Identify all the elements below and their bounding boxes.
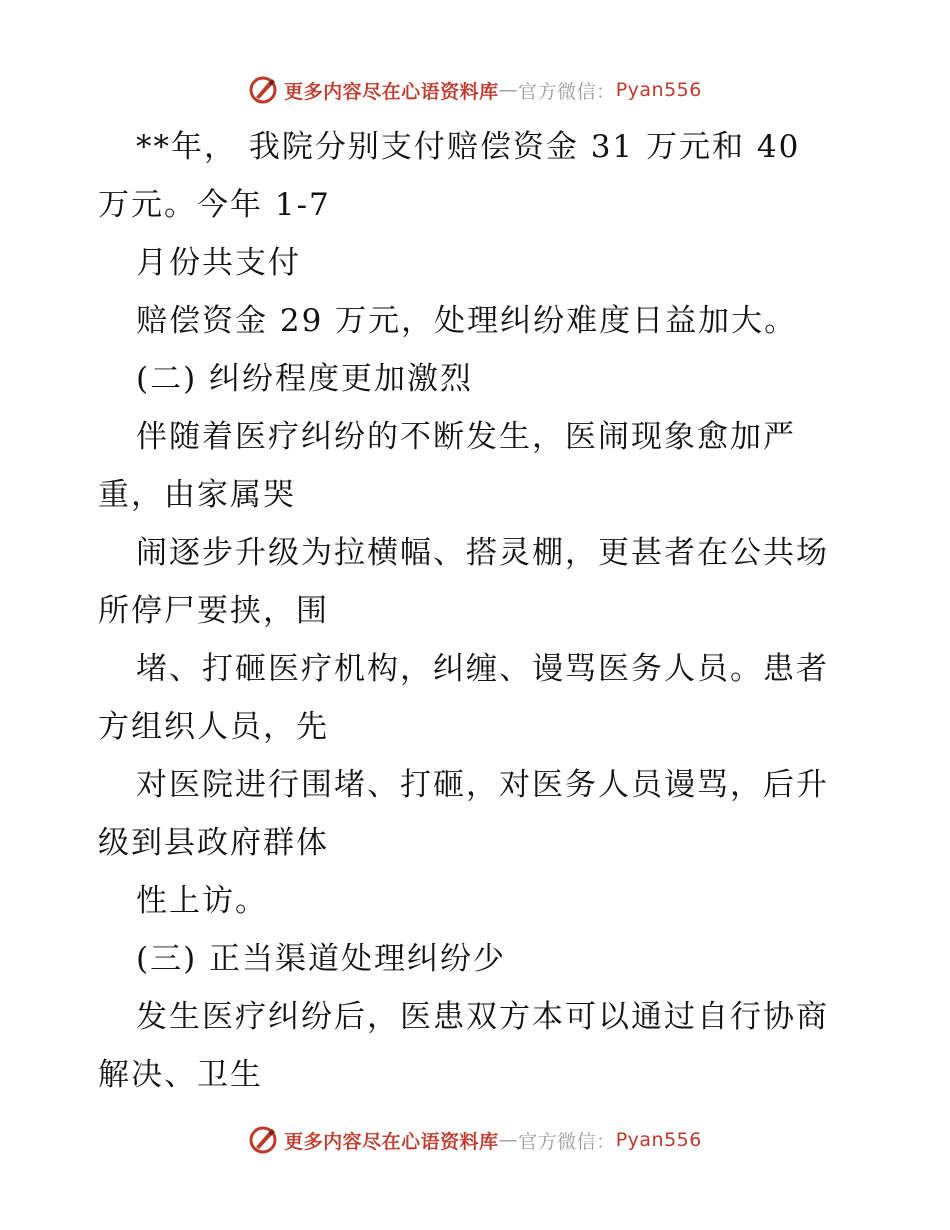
text-line: **年， 我院分别支付赔偿资金 31 万元和 40	[136, 129, 801, 165]
pen-logo-icon	[248, 1125, 278, 1155]
document-body	[98, 118, 858, 1104]
text-line: 发生医疗纠纷后，医患双方本可以通过自行协商	[136, 999, 829, 1035]
text-line: 万元。今年 1-7	[98, 187, 331, 223]
text-line: 方组织人员，先	[98, 709, 329, 745]
text-line: 级到县政府群体	[98, 825, 329, 861]
pen-logo-icon	[248, 75, 278, 105]
text-line: 闹逐步升级为拉横幅、搭灵棚，更甚者在公共场	[136, 535, 829, 571]
banner-label: 官方微信：	[518, 1130, 616, 1153]
banner-separator: —	[498, 79, 519, 101]
banner-main-text: 更多内容尽在心语资料库	[284, 80, 499, 103]
section-heading: (二) 纠纷程度更加激烈	[136, 361, 474, 397]
text-line: 赔偿资金 29 万元，处理纠纷难度日益加大。	[136, 303, 798, 339]
footer-watermark-banner	[0, 1120, 950, 1160]
text-line: 对医院进行围堵、打砸，对医务人员谩骂，后升	[136, 767, 829, 803]
text-line: 性上访。	[136, 883, 268, 919]
text-line: 重，由家属哭	[98, 477, 296, 513]
text-line: 堵、打砸医疗机构，纠缠、谩骂医务人员。患者	[136, 651, 829, 687]
header-watermark-banner	[0, 70, 950, 110]
banner-handle: Pyan556	[615, 1129, 702, 1151]
text-line: 月份共支付	[136, 245, 301, 281]
text-line: 伴随着医疗纠纷的不断发生，医闹现象愈加严	[136, 419, 796, 455]
text-line: 解决、卫生	[98, 1057, 263, 1093]
section-heading: (三) 正当渠道处理纠纷少	[136, 941, 507, 977]
banner-separator: —	[498, 1129, 519, 1151]
banner-handle: Pyan556	[615, 79, 702, 101]
banner-main-text: 更多内容尽在心语资料库	[284, 1130, 499, 1153]
text-line: 所停尸要挟，围	[98, 593, 329, 629]
banner-label: 官方微信：	[518, 80, 616, 103]
